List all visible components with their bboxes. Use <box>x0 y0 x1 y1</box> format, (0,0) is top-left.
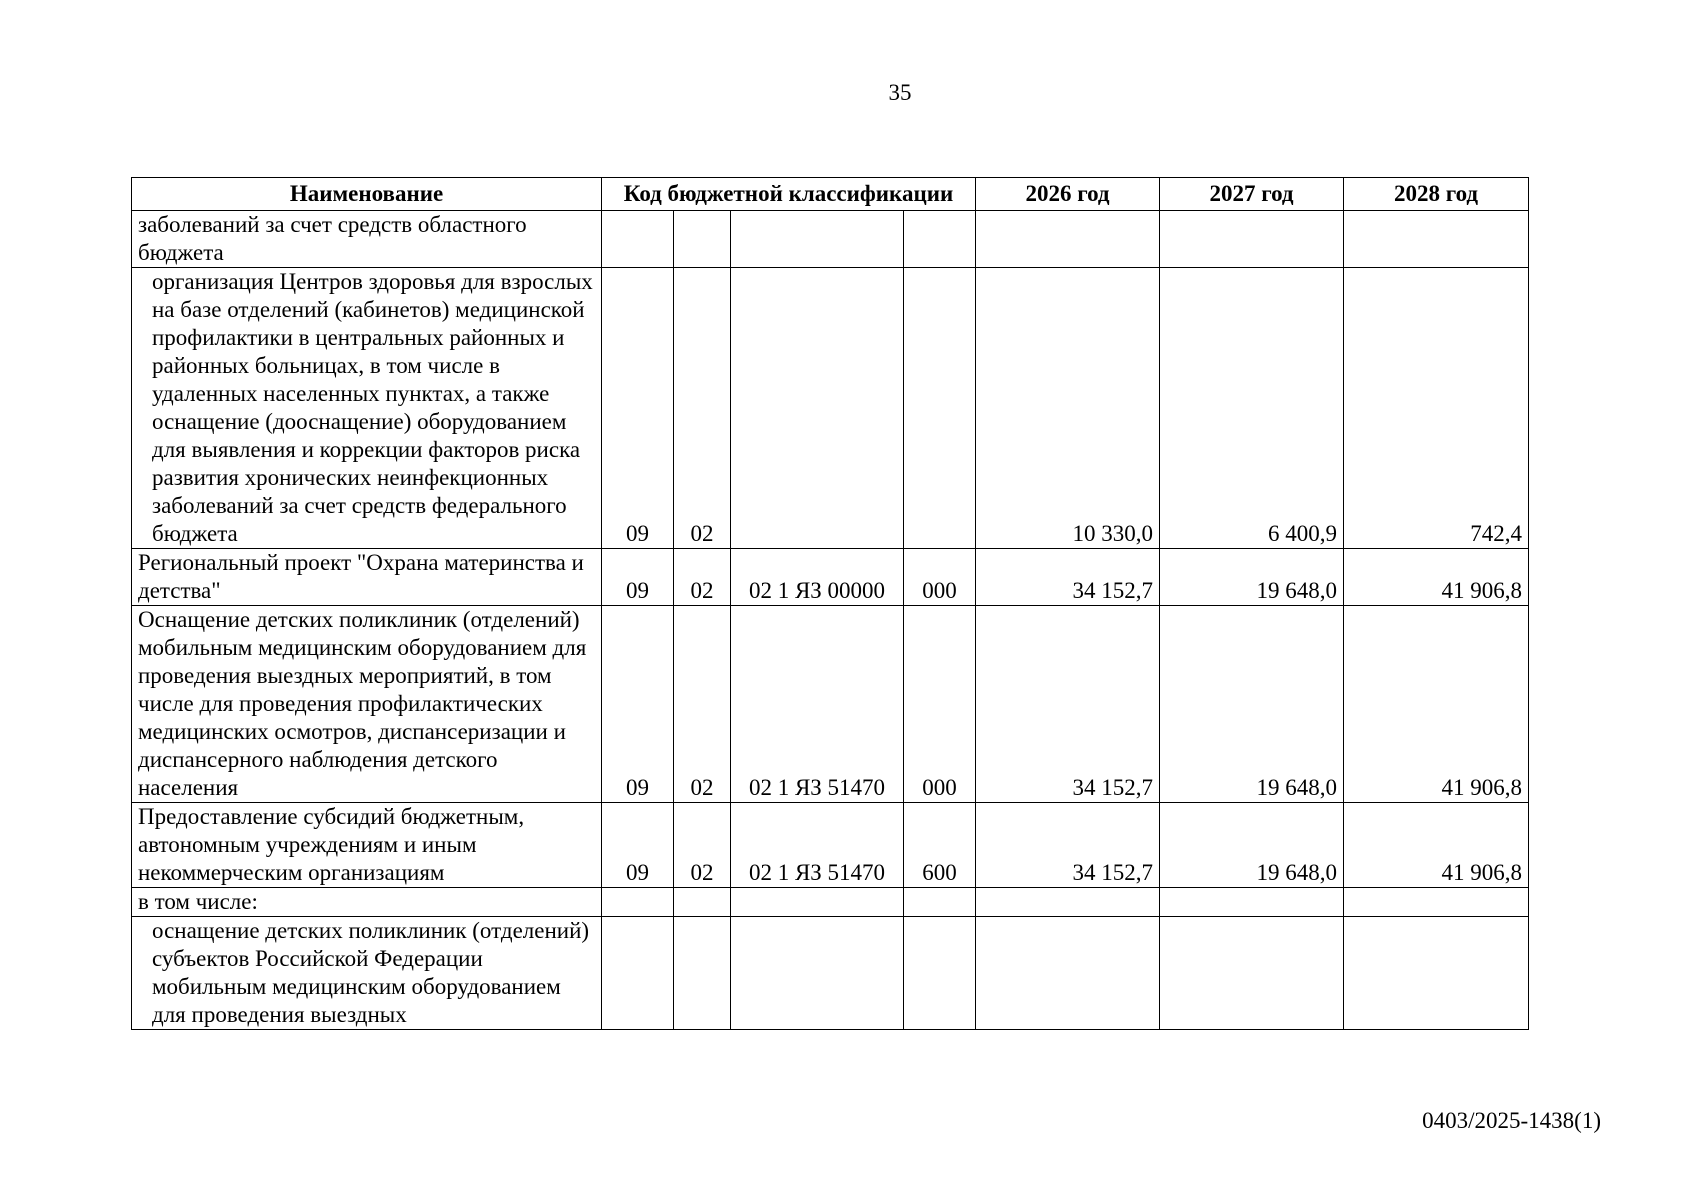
row-target-code <box>731 917 904 1030</box>
row-name: Предоставление субсидий бюджетным, автономным учреждениям и иным некоммерческим организациям <box>132 803 602 888</box>
row-name: Региональный проект "Охрана материнства и детства" <box>132 549 602 606</box>
table-row <box>132 549 1529 606</box>
row-2027: 19 648,0 <box>1160 549 1344 606</box>
row-2026: 10 330,0 <box>976 268 1160 549</box>
row-target-code: 02 1 ЯЗ 51470 <box>731 803 904 888</box>
row-section: 09 <box>602 549 674 606</box>
row-subsection: 02 <box>674 803 731 888</box>
row-2028 <box>1344 888 1529 917</box>
row-name: оснащение детских поликлиник (отделений) субъектов Российской Федерации мобильным медицинским оборудованием для проведения выездных <box>132 917 602 1030</box>
row-2027: 6 400,9 <box>1160 268 1344 549</box>
table-row <box>132 268 1529 549</box>
row-2027 <box>1160 917 1344 1030</box>
table-row <box>132 211 1529 268</box>
header-2026: 2026 год <box>976 178 1160 211</box>
row-target-code <box>731 268 904 549</box>
row-2028: 742,4 <box>1344 268 1529 549</box>
page-number: 35 <box>888 80 912 105</box>
row-expense-type <box>904 211 976 268</box>
row-2028 <box>1344 211 1529 268</box>
row-expense-type <box>904 888 976 917</box>
row-2027: 19 648,0 <box>1160 606 1344 803</box>
row-expense-type <box>904 917 976 1030</box>
row-2026: 34 152,7 <box>976 549 1160 606</box>
row-2027 <box>1160 888 1344 917</box>
row-expense-type: 000 <box>904 606 976 803</box>
row-section <box>602 917 674 1030</box>
header-2027: 2027 год <box>1160 178 1344 211</box>
row-section: 09 <box>602 268 674 549</box>
row-2028: 41 906,8 <box>1344 803 1529 888</box>
budget-table <box>131 177 1529 1030</box>
row-subsection <box>674 888 731 917</box>
row-2026 <box>976 211 1160 268</box>
row-name: Оснащение детских поликлиник (отделений) мобильным медицинским оборудованием для проведения выездных мероприятий, в том числе для проведения профилактических медицинских осмотров, диспансеризации и диспансерного наблюдения детского населения <box>132 606 602 803</box>
row-target-code: 02 1 ЯЗ 00000 <box>731 549 904 606</box>
row-subsection <box>674 211 731 268</box>
row-2027 <box>1160 211 1344 268</box>
row-name: заболеваний за счет средств областного бюджета <box>132 211 602 268</box>
row-section <box>602 211 674 268</box>
header-code: Код бюджетной классификации <box>602 178 976 211</box>
row-subsection: 02 <box>674 606 731 803</box>
table-row <box>132 917 1529 1030</box>
row-2026 <box>976 917 1160 1030</box>
row-2026: 34 152,7 <box>976 803 1160 888</box>
row-section: 09 <box>602 803 674 888</box>
row-2027: 19 648,0 <box>1160 803 1344 888</box>
row-subsection: 02 <box>674 268 731 549</box>
header-name: Наименование <box>132 178 602 211</box>
row-subsection <box>674 917 731 1030</box>
row-expense-type: 600 <box>904 803 976 888</box>
row-target-code <box>731 211 904 268</box>
row-expense-type: 000 <box>904 549 976 606</box>
header-row <box>132 178 1529 211</box>
row-target-code: 02 1 ЯЗ 51470 <box>731 606 904 803</box>
row-2026 <box>976 888 1160 917</box>
row-name: в том числе: <box>132 888 602 917</box>
row-2028: 41 906,8 <box>1344 549 1529 606</box>
header-2028: 2028 год <box>1344 178 1529 211</box>
table-row <box>132 888 1529 917</box>
table-row <box>132 803 1529 888</box>
row-name: организация Центров здоровья для взрослых на базе отделений (кабинетов) медицинской профилактики в центральных районных и районных больницах, в том числе в удаленных населенных пунктах, а также оснащение (дооснащение) оборудованием для выявления и коррекции факторов риска развития хронических неинфекционных заболеваний за счет средств федерального бюджета <box>132 268 602 549</box>
row-2028: 41 906,8 <box>1344 606 1529 803</box>
row-section <box>602 888 674 917</box>
document-code: 0403/2025-1438(1) <box>1422 1108 1601 1133</box>
row-2028 <box>1344 917 1529 1030</box>
row-expense-type <box>904 268 976 549</box>
row-section: 09 <box>602 606 674 803</box>
table-row <box>132 606 1529 803</box>
row-target-code <box>731 888 904 917</box>
row-subsection: 02 <box>674 549 731 606</box>
row-2026: 34 152,7 <box>976 606 1160 803</box>
